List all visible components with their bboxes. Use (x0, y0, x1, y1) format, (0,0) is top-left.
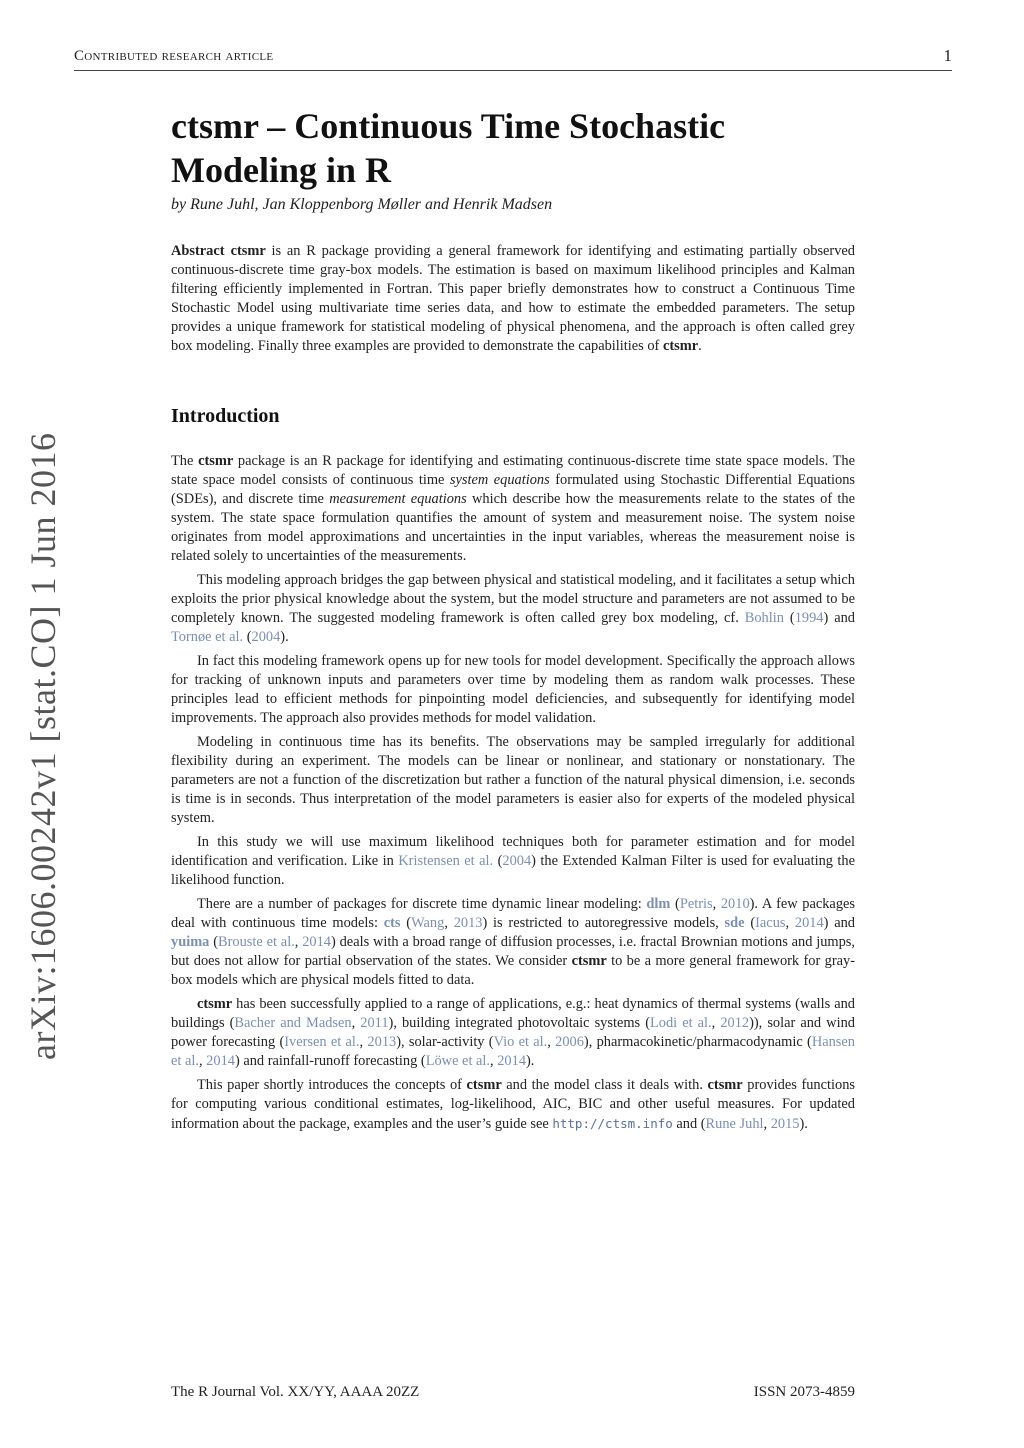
package-link[interactable]: yuima (171, 934, 210, 950)
citation-link[interactable]: Wang (411, 915, 445, 931)
running-header (74, 48, 952, 71)
citation-link[interactable]: Bohlin (744, 610, 784, 626)
citation-link[interactable]: Löwe et al. (425, 1053, 491, 1069)
url-link[interactable]: http://ctsm.info (552, 1116, 673, 1131)
package-name: ctsmr (230, 243, 266, 259)
citation-year-link[interactable]: 2006 (555, 1034, 584, 1050)
citation-link[interactable]: Hansen et al. (171, 1034, 855, 1069)
citation-year-link[interactable]: 2012 (720, 1015, 750, 1031)
issn: ISSN 2073-4859 (753, 1384, 855, 1400)
page-number: 1 (943, 46, 952, 65)
paragraph: This modeling approach bridges the gap between physical and statistical modeling, and it facilitates a setup which exploits the prior physical knowledge about the system, but the model structure and parameters are not assumed to be completely known. The suggested modeling framework is often called grey box modeling, cf. Bohlin (1994) and Tornøe et al. (2004). (171, 572, 856, 645)
citation-link[interactable]: Kristensen et al. (398, 853, 494, 869)
citation-year-link[interactable]: 2014 (206, 1053, 235, 1069)
emphasis: system equations (449, 472, 550, 488)
abstract: Abstract ctsmr is an R package providing a general framework for identifying and estimating partially observed continuous-discrete time gray-box models. The estimation is based on maximum likelihood principles and Kalman filtering efficiently implemented in Fortran. This paper briefly demonstrates how to construct a Continuous Time Stochastic Model using multivariate time series data, and how to estimate the embedded parameters. The setup provides a unique framework for statistical modeling of physical phenomena, and the approach is often called grey box modeling. Finally three examples are provided to demonstrate the capabilities of ctsmr. (171, 243, 855, 354)
abstract-text: is an R package providing a general framework for identifying and estimating partially observed continuous-discrete time gray-box models. The estimation is based on maximum likelihood principles and Kalman filtering efficiently implemented in Fortran. This paper briefly demonstrates how to construct a Continuous Time Stochastic Model using multivariate time series data, and how to estimate the embedded parameters. The setup provides a unique framework for statistical modeling of physical phenomena, and the approach is often called grey box modeling. Finally three examples are provided to demonstrate the capabilities of (171, 243, 855, 354)
emphasis: measurement equations (329, 491, 467, 507)
abstract-label: Abstract (171, 243, 225, 259)
citation-year-link[interactable]: 2015 (770, 1116, 800, 1132)
citation-link[interactable]: Lodi et al. (650, 1015, 712, 1031)
citation-link[interactable]: Vio et al. (493, 1034, 548, 1050)
paragraph: In this study we will use maximum likelihood techniques both for parameter estimation and for model identification and verification. Like in Kristensen et al. (2004) the Extended Kalman Filter is used for evaluating the likelihood function. (171, 834, 855, 888)
paragraph: ctsmr has been successfully applied to a range of applications, e.g.: heat dynamics of thermal systems (walls and buildings (Bacher and Madsen, 2011), building integrated photovoltaic systems (Lodi et al., 2012)), solar and wind power forecasting (Iversen et al., 2013), solar-activity (Vio et al., 2006), pharmacokinetic/pharmacodynamic (Hansen et al., 2014) and rainfall-runoff forecasting (Löwe et al., 2014). (171, 996, 855, 1069)
section-heading-introduction: Introduction (171, 405, 280, 427)
citation-link[interactable]: Tornøe et al. (171, 629, 244, 645)
citation-year-link[interactable]: 2014 (302, 934, 331, 950)
journal-volume: The R Journal Vol. XX/YY, AAAA 20ZZ (171, 1384, 420, 1400)
citation-link[interactable]: Brouste et al. (218, 934, 295, 950)
paragraph: This paper shortly introduces the concepts of ctsmr and the model class it deals with. ctsmr provides functions for computing various conditional estimates, log-likelihood, AIC, BIC and other useful measures. For updated information about the package, examples and the user’s guide see http://ctsm.info and (Rune Juhl, 2015). (171, 1077, 855, 1132)
package-name: ctsmr (466, 1077, 502, 1093)
paper-title: ctsmr – Continuous Time Stochastic Modeling in R (171, 106, 726, 190)
paragraph: There are a number of packages for discrete time dynamic linear modeling: dlm (Petris, 2010). A few packages deal with continuous time models: cts (Wang, 2013) is restricted to autoregressive models, sde (Iacus, 2014) and yuima (Brouste et al., 2014) deals with a broad range of diffusion processes, i.e. fractal Brownian motions and jumps, but does not allow for partial observation of the states. We consider ctsmr to be a more general framework for gray-box models which are physical models fitted to data. (171, 896, 856, 988)
citation-link[interactable]: Rune Juhl (705, 1116, 764, 1132)
citation-link[interactable]: Iacus (755, 915, 786, 931)
header-article-type: Contributed research article (74, 48, 274, 64)
arxiv-stamp: arXiv:1606.00242v1 [stat.CO] 1 Jun 2016 (23, 432, 63, 1060)
package-link[interactable]: sde (724, 915, 745, 931)
citation-year-link[interactable]: 2011 (360, 1015, 389, 1031)
citation-link[interactable]: Bacher and Madsen (234, 1015, 352, 1031)
citation-year-link[interactable]: 2004 (251, 629, 281, 645)
package-link[interactable]: cts (383, 915, 401, 931)
package-name: ctsmr (571, 953, 607, 969)
page-footer (171, 1384, 855, 1404)
citation-link[interactable]: Petris (679, 896, 713, 912)
package-name: ctsmr (707, 1077, 743, 1093)
citation-link[interactable]: Iversen et al. (284, 1034, 360, 1050)
citation-year-link[interactable]: 2014 (794, 915, 824, 931)
package-link[interactable]: dlm (646, 896, 671, 912)
citation-year-link[interactable]: 2010 (720, 896, 750, 912)
citation-year-link[interactable]: 2013 (367, 1034, 397, 1050)
package-name: ctsmr (197, 996, 233, 1012)
paragraph: Modeling in continuous time has its benefits. The observations may be sampled irregularly for additional flexibility during an experiment. The models can be linear or nonlinear, and stationary or nonstationary. The parameters are not a function of the discretization but rather a function of the natural physical dimension, i.e. seconds is time is in seconds. Thus interpretation of the model parameters is easier also for experts of the modeled physical system. (171, 734, 855, 826)
citation-year-link[interactable]: 1994 (794, 610, 824, 626)
introduction-body (171, 452, 855, 1139)
citation-year-link[interactable]: 2004 (502, 853, 532, 869)
author-byline: by Rune Juhl, Jan Kloppenborg Møller and Henrik Madsen (171, 196, 553, 213)
citation-year-link[interactable]: 2014 (497, 1053, 527, 1069)
paragraph: In fact this modeling framework opens up for new tools for model development. Specifically the approach allows for tracking of unknown inputs and parameters over time by modeling them as random walk processes. These principles lead to efficient methods for pinpointing model deficiencies, and subsequently for identifying model improvements. The approach also provides methods for model validation. (171, 653, 855, 726)
package-name: ctsmr (198, 453, 234, 469)
package-name: ctsmr (662, 338, 699, 354)
citation-year-link[interactable]: 2013 (453, 915, 483, 931)
paragraph: The ctsmr package is an R package for identifying and estimating continuous-discrete time state space models. The state space model consists of continuous time system equations formulated using Stochastic Differential Equations (SDEs), and discrete time measurement equations which describe how the measurements relate to the states of the system. The state space formulation quantifies the amount of system and measurement noise. The system noise originates from model approximations and uncertainties in the input variables, whereas the measurement noise is related solely to uncertainties of the measurements. (171, 453, 855, 564)
